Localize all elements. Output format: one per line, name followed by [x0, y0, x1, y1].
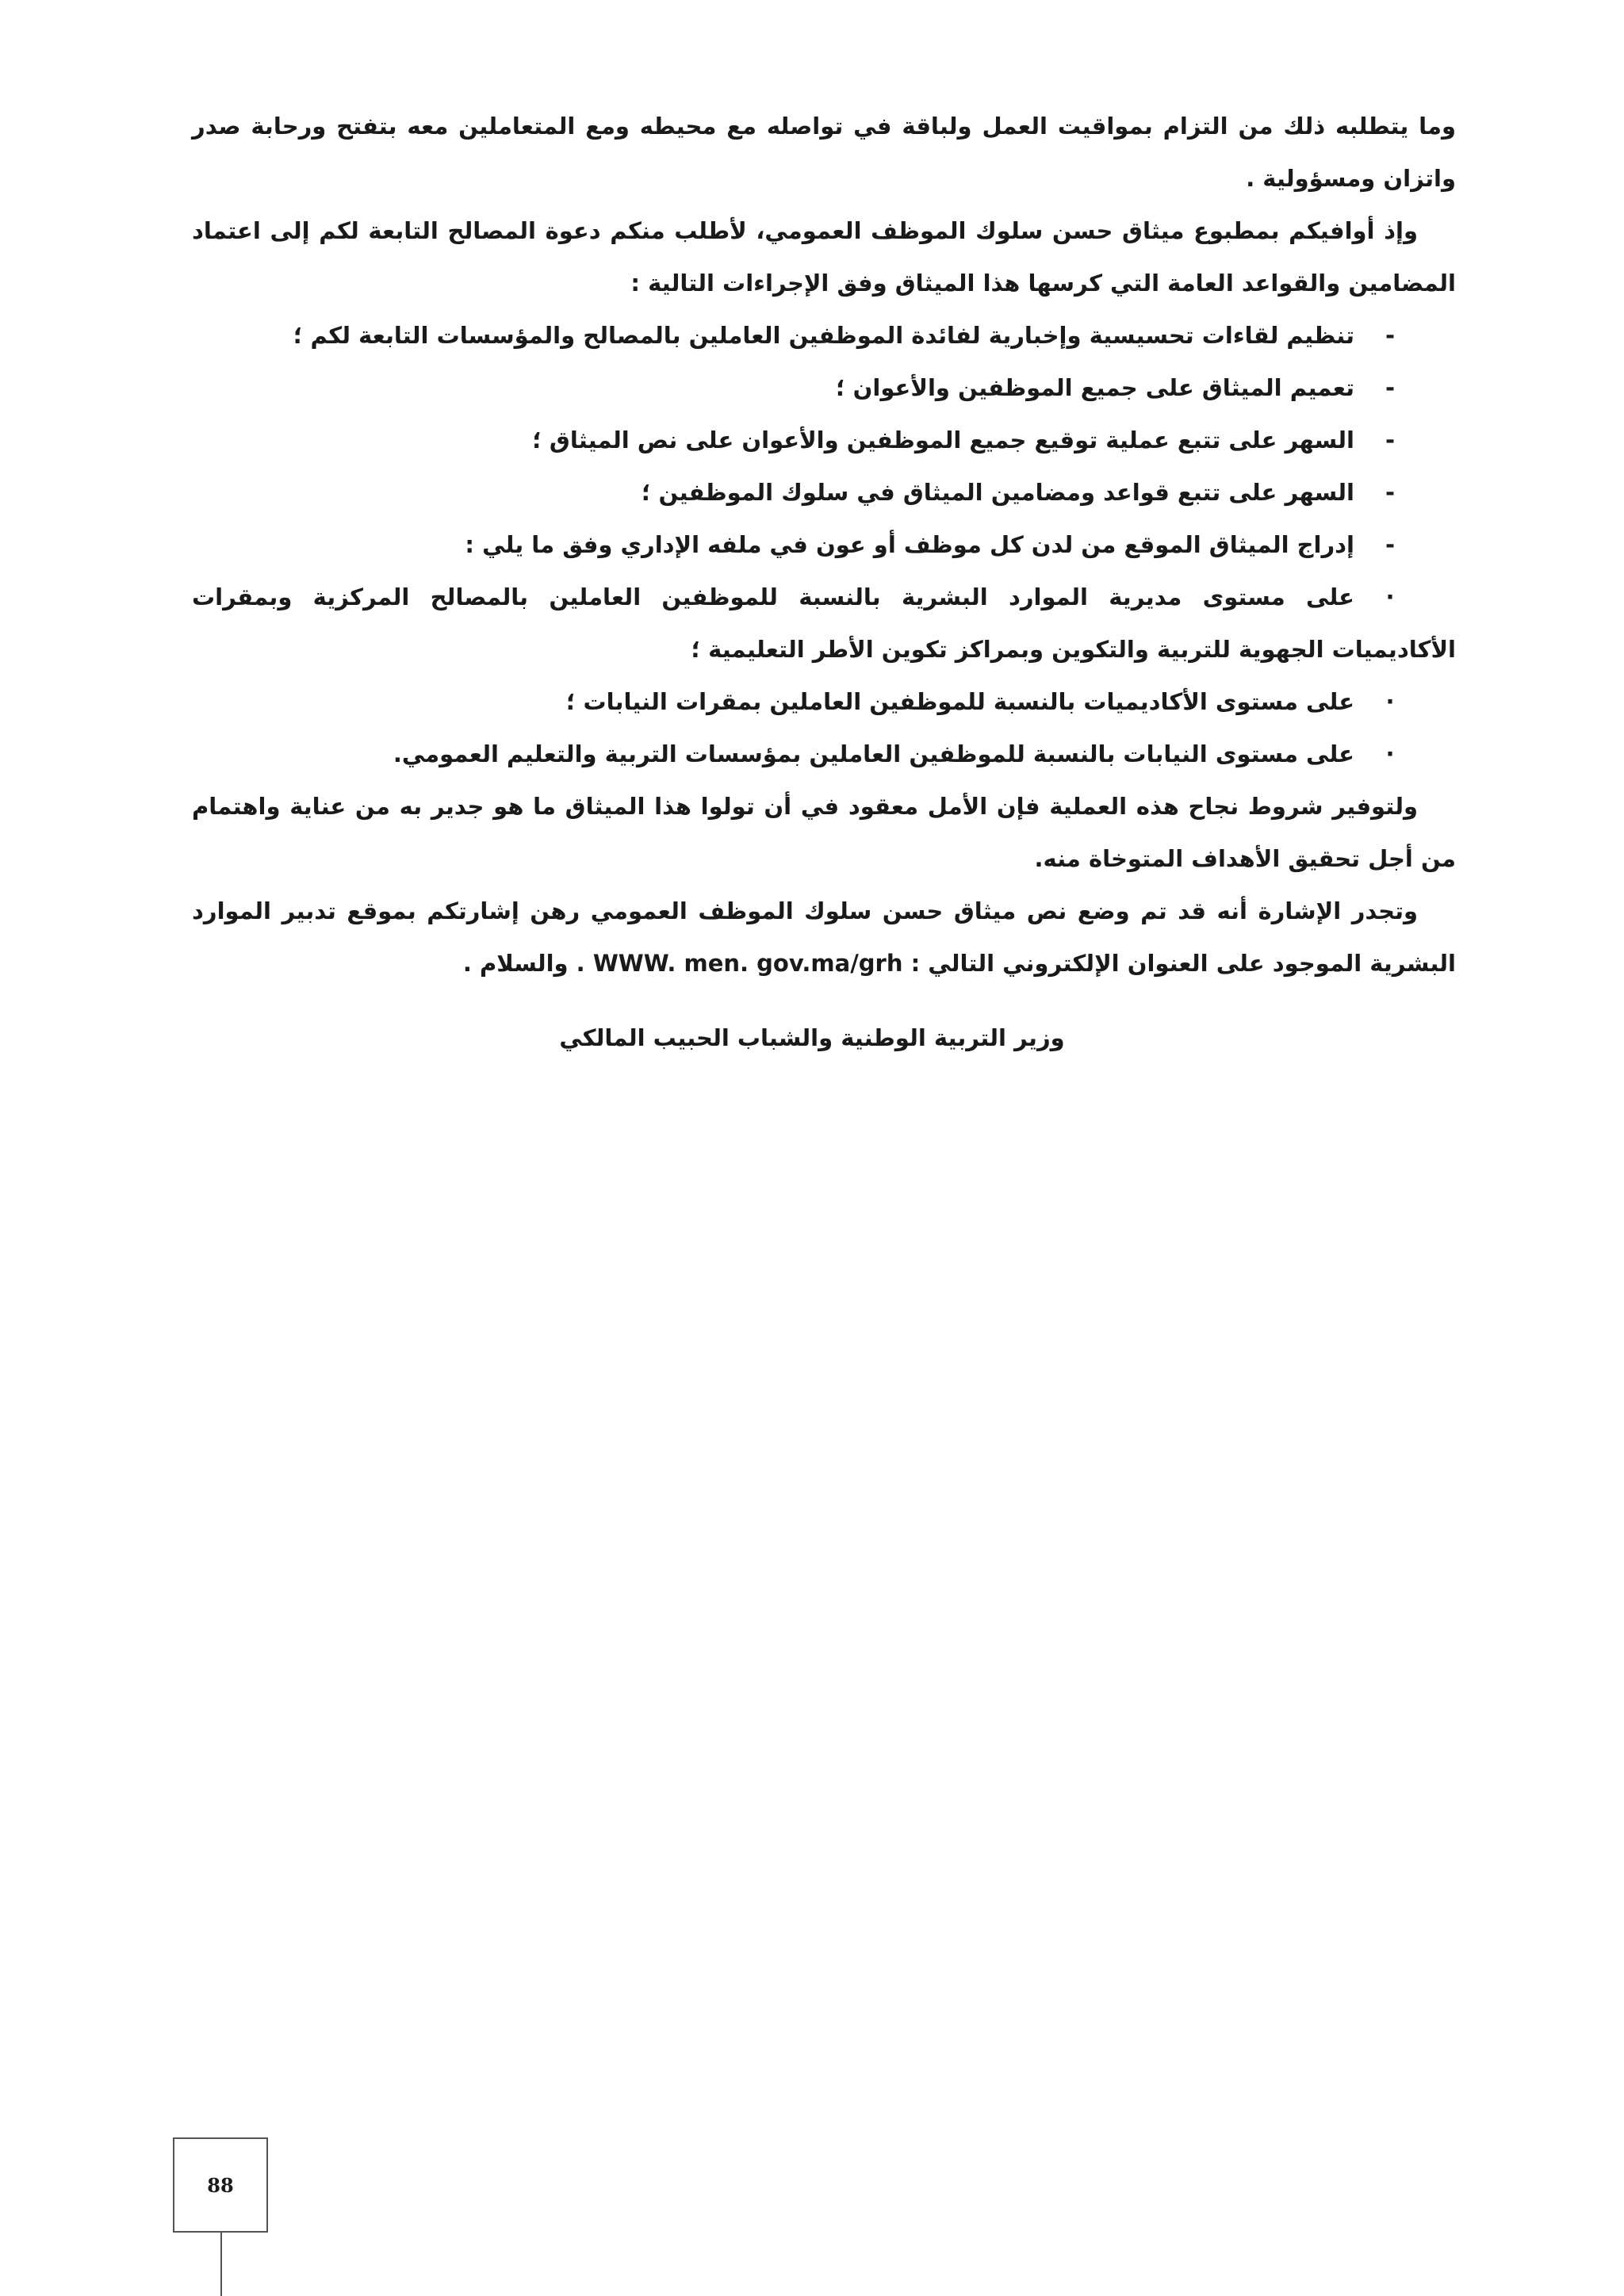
website-note-text: وتجدر الإشارة أنه قد تم وضع نص ميثاق حسن سلوك الموظف العمومي رهن إشارتكم بموقع تدبير الموارد البشرية الموجود على العنوان الإلكتروني التالي :: [192, 897, 1456, 977]
dash-marker: -: [1385, 322, 1396, 349]
level-text: على مستوى الأكاديميات بالنسبة للموظفين العاملين بمقرات النيابات ؛: [565, 688, 1354, 715]
procedure-item: [192, 466, 1456, 519]
procedure-item: [192, 519, 1456, 571]
procedure-text: إدراج الميثاق الموقع من لدن كل موظف أو عون في ملفه الإداري وفق ما يلي :: [465, 531, 1354, 558]
dash-marker: -: [1385, 427, 1396, 453]
procedure-item: [192, 414, 1456, 466]
dash-marker: -: [1385, 374, 1396, 401]
success-paragraph: ولتوفير شروط نجاح هذه العملية فإن الأمل معقود في أن تولوا هذا الميثاق ما هو جدير به من عناية واهتمام من أجل تحقيق الأهداف المتوخاة منه.: [192, 793, 1456, 872]
procedure-text: تنظيم لقاءات تحسيسية وإخبارية لفائدة الموظفين العاملين بالمصالح والمؤسسات التابعة لكم ؛: [293, 322, 1354, 349]
dot-marker: ·: [1385, 688, 1395, 715]
minister-signature: وزير التربية الوطنية والشباب الحبيب المالكي: [559, 1024, 1065, 1051]
procedure-item: [192, 309, 1456, 362]
dash-marker: -: [1385, 479, 1396, 506]
request-paragraph: وإذ أوافيكم بمطبوع ميثاق حسن سلوك الموظف العمومي، لأطلب منكم دعوة المصالح التابعة لكم إلى اعتماد المضامين والقواعد العامة التي كرسها هذا الميثاق وفق الإجراءات التالية :: [192, 217, 1456, 297]
level-text: على مستوى النيابات بالنسبة للموظفين العاملين بمؤسسات التربية والتعليم العمومي.: [393, 740, 1354, 767]
letter-body: [192, 100, 1456, 989]
procedures-list: [192, 309, 1456, 780]
page-number: 88: [207, 2173, 234, 2197]
dot-marker: ·: [1385, 584, 1395, 610]
level-item: [192, 728, 1456, 780]
procedure-text: السهر على تتبع عملية توقيع جميع الموظفين والأعوان على نص الميثاق ؛: [532, 427, 1354, 453]
level-item: [192, 571, 1456, 675]
website-address: WWW. men. gov.ma/grh: [592, 950, 903, 977]
level-text: على مستوى مديرية الموارد البشرية بالنسبة للموظفين العاملين بالمصالح المركزية وبمقرات الأكاديميات الجهوية للتربية والتكوين وبمراكز تكوين الأطر التعليمية ؛: [192, 584, 1456, 663]
page-number-box: [173, 2137, 268, 2233]
closing-text: . والسلام .: [462, 950, 585, 977]
intro-paragraph: وما يتطلبه ذلك من التزام بمواقيت العمل ولباقة في تواصله مع محيطه ومع المتعاملين معه بتفتح ورحابة صدر واتزان ومسؤولية .: [192, 113, 1456, 192]
dot-marker: ·: [1385, 740, 1395, 767]
procedure-item: [192, 362, 1456, 414]
procedure-text: تعميم الميثاق على جميع الموظفين والأعوان ؛: [835, 374, 1354, 401]
dash-marker: -: [1385, 531, 1396, 558]
page-number-line: [220, 2233, 222, 2296]
website-note-paragraph: [192, 885, 1456, 989]
procedure-text: السهر على تتبع قواعد ومضامين الميثاق في سلوك الموظفين ؛: [641, 479, 1354, 506]
level-item: [192, 675, 1456, 728]
